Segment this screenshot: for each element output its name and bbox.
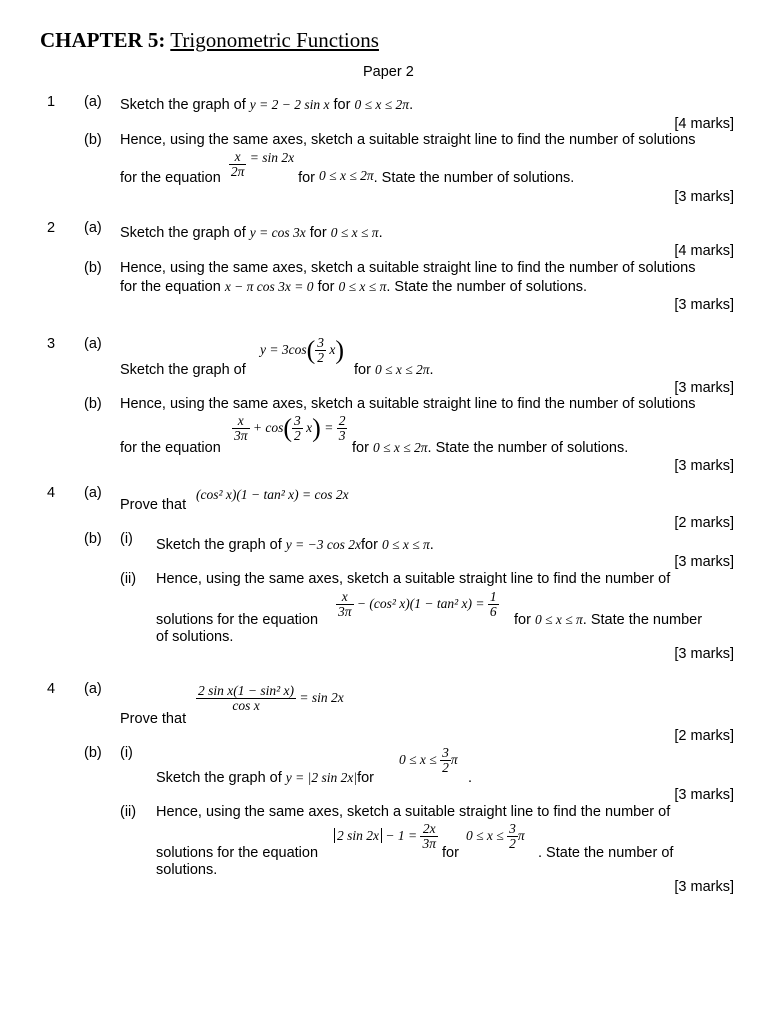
q4bii-label: solutions for the equation xyxy=(156,612,319,628)
q4b-part-ii: (ii) xyxy=(120,571,137,587)
q5-number: 4 xyxy=(47,681,56,697)
q2b-marks: [3 marks] xyxy=(674,297,734,313)
q3-part-b: (b) xyxy=(84,396,102,412)
q1a-range: 0 ≤ x ≤ 2π xyxy=(354,97,410,112)
q4bi-text: Sketch the graph of y = −3 cos 2xfor 0 ≤ x ≤ π. xyxy=(156,537,434,553)
q5bii-equation: 2 sin 2x − 1 = $\frac{2x}{3\pi}$ xyxy=(334,822,438,851)
q5bii-label: solutions for the equation xyxy=(156,845,319,861)
q5bi-range: 0 ≤ x ≤ $\frac{3}{2}$ π xyxy=(399,745,458,776)
q5a-marks: [2 marks] xyxy=(674,728,734,744)
q3a-marks: [3 marks] xyxy=(674,380,734,396)
q3b-text: Hence, using the same axes, sketch a suitable straight line to find the number of solutions xyxy=(120,396,696,412)
q5a-text: Prove that xyxy=(120,711,187,727)
q4-number: 4 xyxy=(47,485,56,501)
q1-number: 1 xyxy=(47,94,56,110)
q4-part-b: (b) xyxy=(84,531,102,547)
q2-number: 2 xyxy=(47,220,56,236)
q2a-text: Sketch the graph of y = cos 3x for 0 ≤ x ≤ π. xyxy=(120,225,383,241)
q2-part-b: (b) xyxy=(84,260,102,276)
q1a-equation: y = 2 − 2 sin x xyxy=(249,97,330,112)
q3-number: 3 xyxy=(47,336,56,352)
q1a-marks: [4 marks] xyxy=(674,116,734,132)
q5-part-b: (b) xyxy=(84,745,102,761)
q4a-marks: [2 marks] xyxy=(674,515,734,531)
q3b-label: for the equation xyxy=(120,440,221,456)
q2a-marks: [4 marks] xyxy=(674,243,734,259)
q1-part-a: (a) xyxy=(84,94,102,110)
q3a-equation: y = 3cos( $\frac{3}{2}$ x) xyxy=(260,335,345,366)
q5bi-text: Sketch the graph of y = |2 sin 2x|for xyxy=(156,770,374,786)
q1-part-b: (b) xyxy=(84,132,102,148)
q3a-text: Sketch the graph of xyxy=(120,362,246,378)
q1b-marks: [3 marks] xyxy=(674,189,734,205)
q4-part-a: (a) xyxy=(84,485,102,501)
q2b-line2: for the equation x − π cos 3x = 0 for 0 ≤ x ≤ π. State the number of solutions. xyxy=(120,279,588,295)
q5bii-marks: [3 marks] xyxy=(674,879,734,895)
q5b-part-i: (i) xyxy=(120,745,133,761)
q5bi-marks: [3 marks] xyxy=(674,787,734,803)
q4bi-marks: [3 marks] xyxy=(674,554,734,570)
q5bii-range: 0 ≤ x ≤ $\frac{3}{2}$ π xyxy=(466,821,525,852)
q4bii-equation: $\frac{x}{3\pi}$ − (cos² x)(1 − tan² x) = $\frac{1}{6}$ xyxy=(338,589,497,620)
q4bii-line3: of solutions. xyxy=(156,629,234,645)
q1a-text: Sketch the graph of y = 2 − 2 sin x for 0 ≤ x ≤ 2π. xyxy=(120,97,414,113)
q5bii-line3: solutions. xyxy=(156,862,218,878)
q2b-text: Hence, using the same axes, sketch a suitable straight line to find the number of solutions xyxy=(120,260,696,276)
q4a-text: Prove that xyxy=(120,497,187,513)
q3b-equation: $\frac{x}{3\pi}$ + cos( $\frac{3}{2}$ x) = $\frac{2}{3}$ xyxy=(234,413,346,444)
q4bii-marks: [3 marks] xyxy=(674,646,734,662)
chapter-topic: Trigonometric Functions xyxy=(170,28,379,52)
q3b-marks: [3 marks] xyxy=(674,458,734,474)
q4bii-text: Hence, using the same axes, sketch a suitable straight line to find the number of xyxy=(156,571,671,587)
q5-part-a: (a) xyxy=(84,681,102,697)
q4b-part-i: (i) xyxy=(120,531,133,547)
q2-part-a: (a) xyxy=(84,220,102,236)
paper-label: Paper 2 xyxy=(363,64,414,80)
q5a-equation: $\frac{\text{2 sin x(1 − sin² x)}}{\text{cos x}}$ = sin 2x xyxy=(198,683,344,714)
q1b-line2: for the equation $\frac{x}{2\pi}$ = sin 2x for 0 ≤ x ≤ 2π. State the number of solutions. xyxy=(120,149,575,186)
q5bii-text: Hence, using the same axes, sketch a suitable straight line to find the number of xyxy=(156,804,671,820)
q1b-text: Hence, using the same axes, sketch a suitable straight line to find the number of solutions xyxy=(120,132,696,148)
q5b-part-ii: (ii) xyxy=(120,804,137,820)
chapter-title: CHAPTER 5: Trigonometric Functions xyxy=(40,28,379,52)
q3-part-a: (a) xyxy=(84,336,102,352)
q4a-equation: (cos² x)(1 − tan² x) = cos 2x xyxy=(196,487,349,502)
